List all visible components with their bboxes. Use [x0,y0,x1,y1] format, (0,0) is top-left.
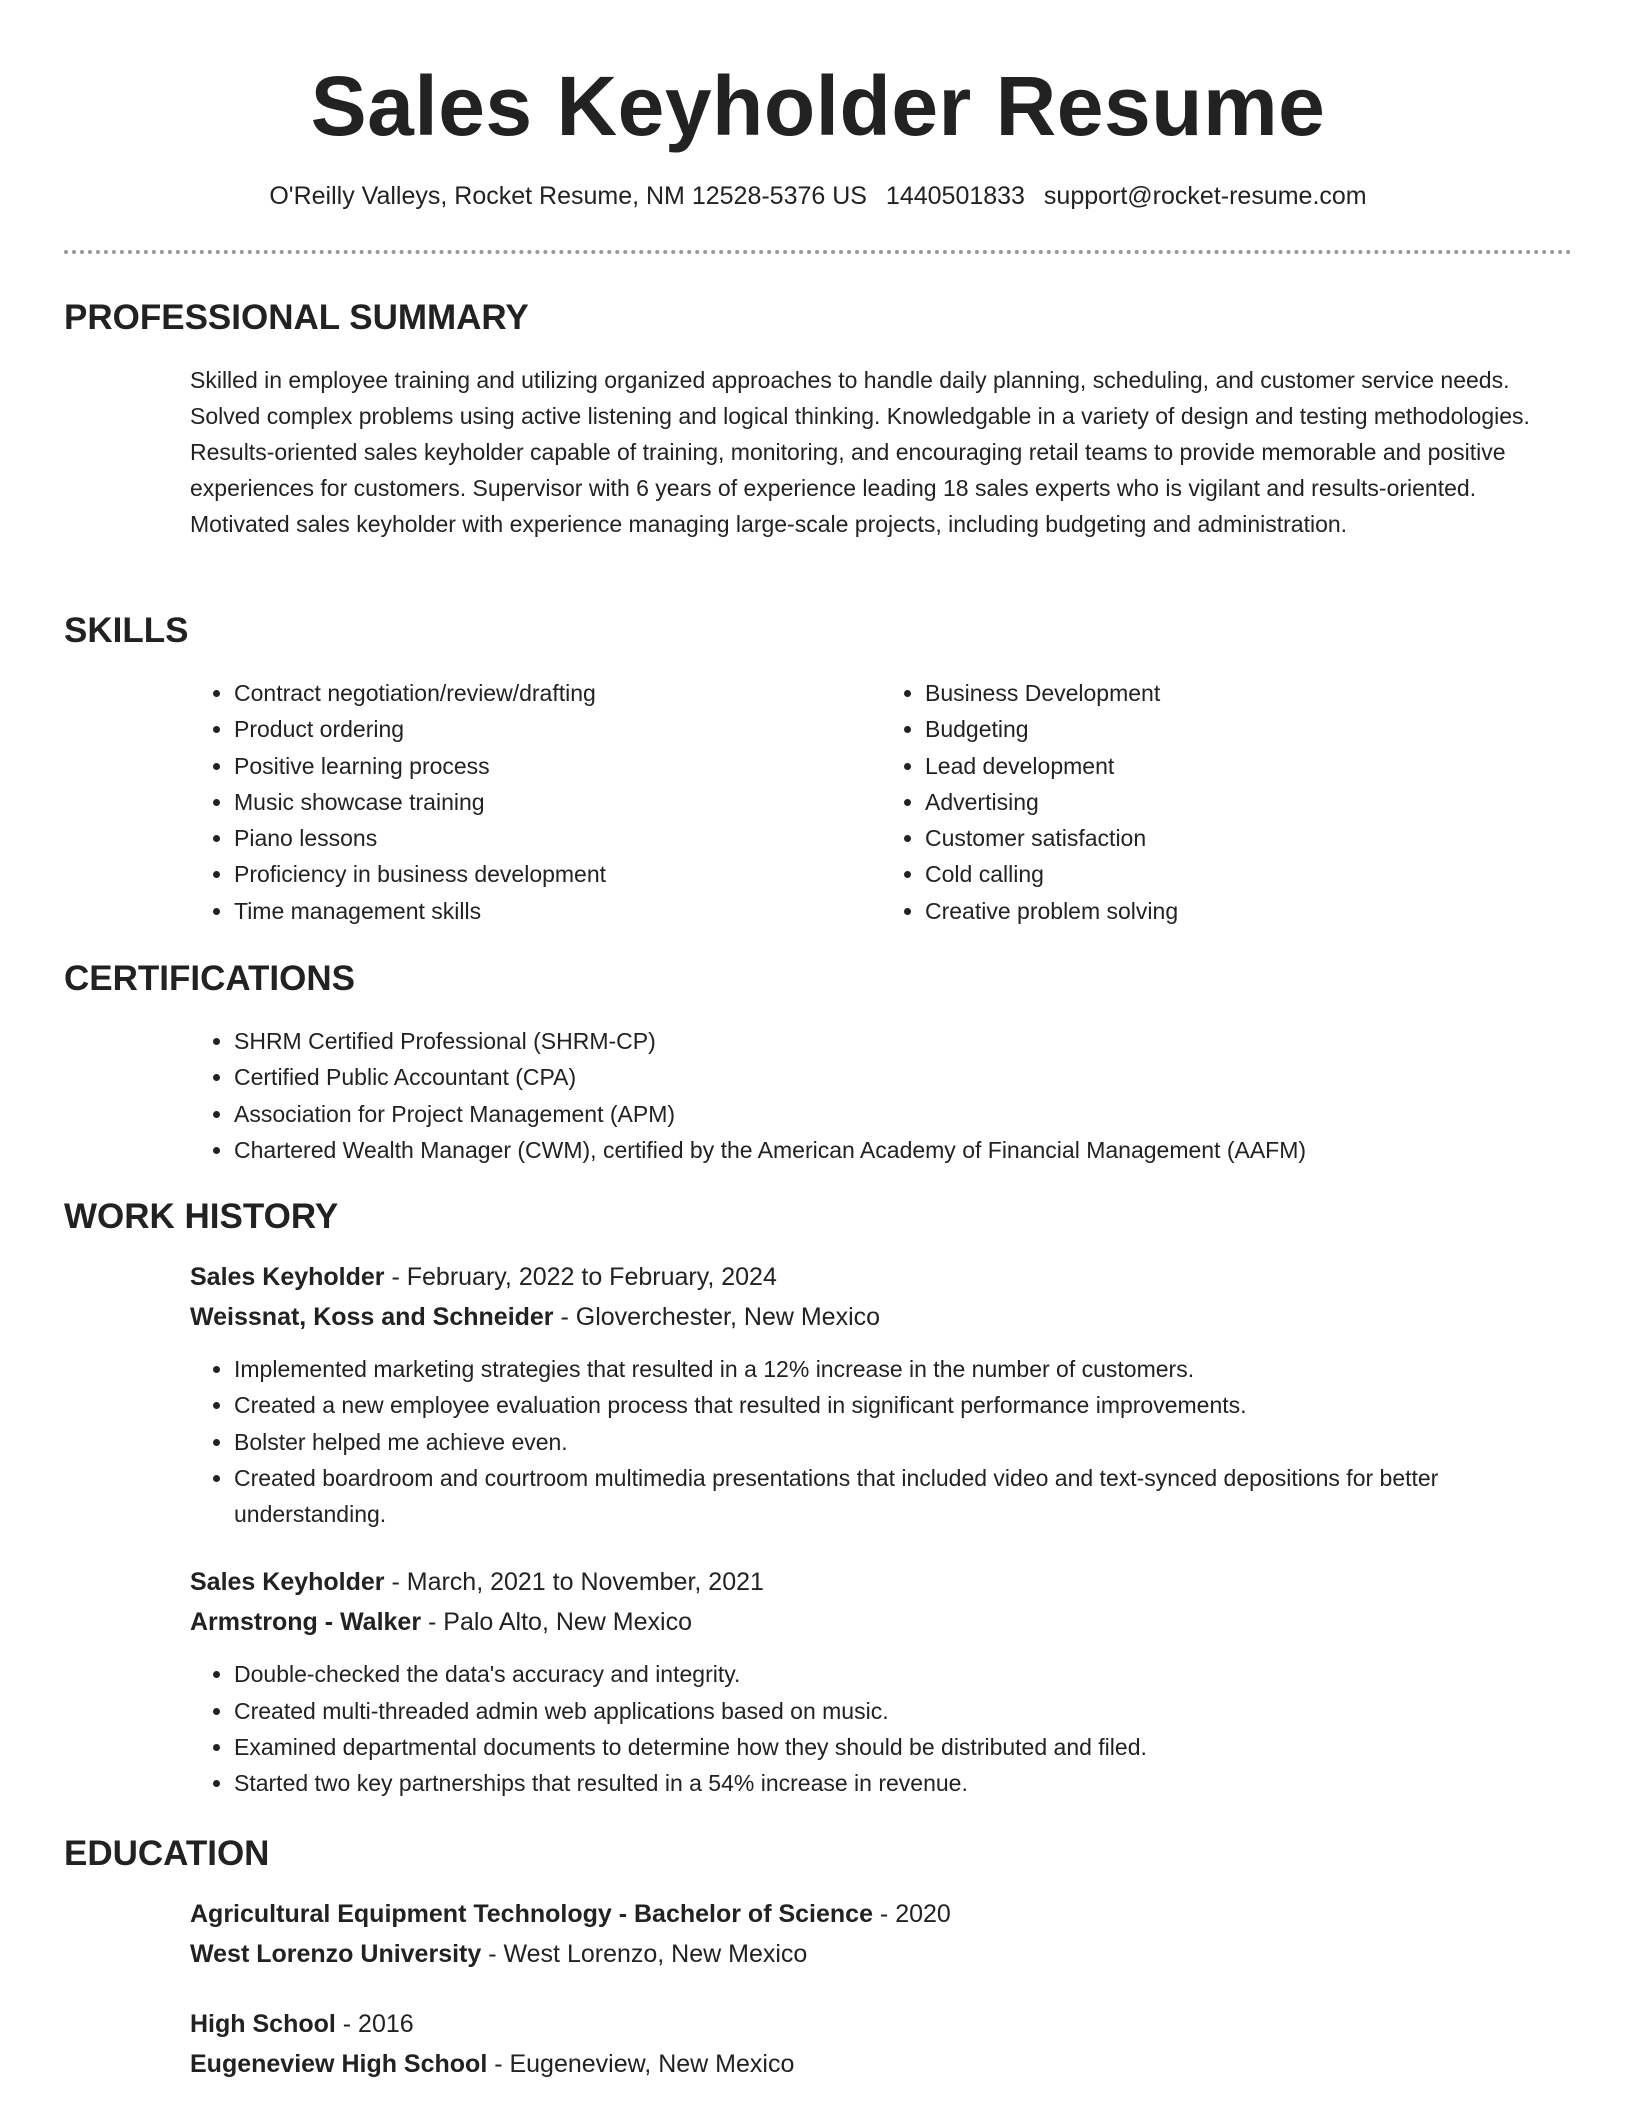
list-item: • Contract negotiation/review/drafting [234,675,881,711]
education-heading: EDUCATION [64,1834,270,1873]
list-item: • Music showcase training [234,784,881,820]
list-item: • Bolster helped me achieve even. [234,1424,1572,1460]
list-item: • Time management skills [234,893,881,929]
job-company: Weissnat, Koss and Schneider [190,1303,554,1331]
education-location: - West Lorenzo, New Mexico [481,1940,808,1968]
job-location: - Gloverchester, New Mexico [553,1303,881,1331]
list-item: • SHRM Certified Professional (SHRM-CP) [234,1023,1572,1059]
job-bullets [190,1351,1572,1532]
skills-list-left [190,675,881,929]
skills-grid [190,675,1572,929]
summary-section [64,296,1572,542]
list-item: • Created boardroom and courtroom multimedia presentations that included video and text-synced depositions for better understanding. [234,1460,1572,1533]
job-title-line [190,1562,1572,1602]
work-heading: WORK HISTORY [64,1197,339,1236]
education-degree-line [190,2004,1572,2044]
list-item: • Budgeting [925,711,1572,747]
education-school-line [190,2044,1572,2084]
summary-text: Skilled in employee training and utilizing organized approaches to handle daily planning, scheduling, and customer service needs. Solved complex problems using active listening and logical thinking. Knowledgable in a variety of design and testing methodologies. Results-oriented sales keyholder capable of training, monitoring, and encouraging retail teams to provide memorable and positive experiences for customers. Supervisor with 6 years of experience leading 18 sales experts who is vigilant and results-oriented. Motivated sales keyholder with experience managing large-scale projects, including budgeting and administration. [190,367,1530,537]
job-location: - Palo Alto, New Mexico [421,1608,692,1637]
job-company: Armstrong - Walker [190,1608,422,1637]
job-org-line [190,1602,1572,1642]
list-item: • Business Development [925,675,1572,711]
list-item: • Created a new employee evaluation process that resulted in significant performance improvements. [234,1387,1572,1423]
resume-title: Sales Keyholder Resume [310,59,1326,153]
summary-heading: PROFESSIONAL SUMMARY [64,298,529,337]
job-bullets [190,1656,1572,1801]
job-dates: - March, 2021 to November, 2021 [384,1568,764,1597]
education-year: - 2020 [872,1900,951,1928]
skills-section [64,609,1572,929]
job-title-line [190,1257,1572,1297]
education-section [64,1832,1572,2084]
list-item: • Lead development [925,748,1572,784]
header-divider [64,250,1572,254]
list-item: • Chartered Wealth Manager (CWM), certified by the American Academy of Financial Management (AAFM) [234,1132,1572,1168]
contact-address: O'Reilly Valleys, Rocket Resume, NM 12528-5376 US [269,182,867,210]
education-school-line [190,1934,1572,1974]
list-item: • Double-checked the data's accuracy and integrity. [234,1656,1572,1692]
list-item: • Association for Project Management (APM) [234,1096,1572,1132]
list-item: • Created multi-threaded admin web applications based on music. [234,1693,1572,1729]
work-section [64,1195,1572,1802]
skills-list-right [881,675,1572,929]
job-dates: - February, 2022 to February, 2024 [384,1263,777,1291]
list-item: • Implemented marketing strategies that resulted in a 12% increase in the number of customers. [234,1351,1572,1387]
education-degree-line [190,1894,1572,1934]
certifications-section [64,957,1572,1168]
list-item: • Examined departmental documents to determine how they should be distributed and filed. [234,1729,1572,1765]
job-role: Sales Keyholder [190,1568,385,1597]
list-item: • Proficiency in business development [234,856,881,892]
list-item: • Certified Public Accountant (CPA) [234,1059,1572,1095]
education-school: Eugeneview High School [190,2050,488,2078]
education-year: - 2016 [335,2010,414,2038]
job-role: Sales Keyholder [190,1263,385,1291]
contact-email: support@rocket-resume.com [1043,182,1367,210]
job-org-line [190,1297,1572,1337]
list-item: • Customer satisfaction [925,820,1572,856]
list-item: • Started two key partnerships that resulted in a 54% increase in revenue. [234,1765,1572,1801]
list-item: • Product ordering [234,711,881,747]
certifications-list [190,1023,1572,1168]
education-school: West Lorenzo University [190,1940,482,1968]
education-entry [190,1894,1572,1974]
list-item: • Piano lessons [234,820,881,856]
education-entry [190,2004,1572,2084]
certifications-heading: CERTIFICATIONS [64,959,356,998]
education-degree: High School [190,2010,336,2038]
resume-page [64,0,1572,2078]
education-degree: Agricultural Equipment Technology - Bachelor of Science [190,1900,873,1928]
list-item: • Positive learning process [234,748,881,784]
list-item: • Creative problem solving [925,893,1572,929]
contact-phone: 1440501833 [885,182,1025,210]
skills-heading: SKILLS [64,611,189,650]
education-location: - Eugeneview, New Mexico [487,2050,795,2078]
list-item: • Cold calling [925,856,1572,892]
list-item: • Advertising [925,784,1572,820]
job-entry [190,1257,1572,1532]
contact-line [64,180,1572,212]
job-entry [190,1562,1572,1801]
